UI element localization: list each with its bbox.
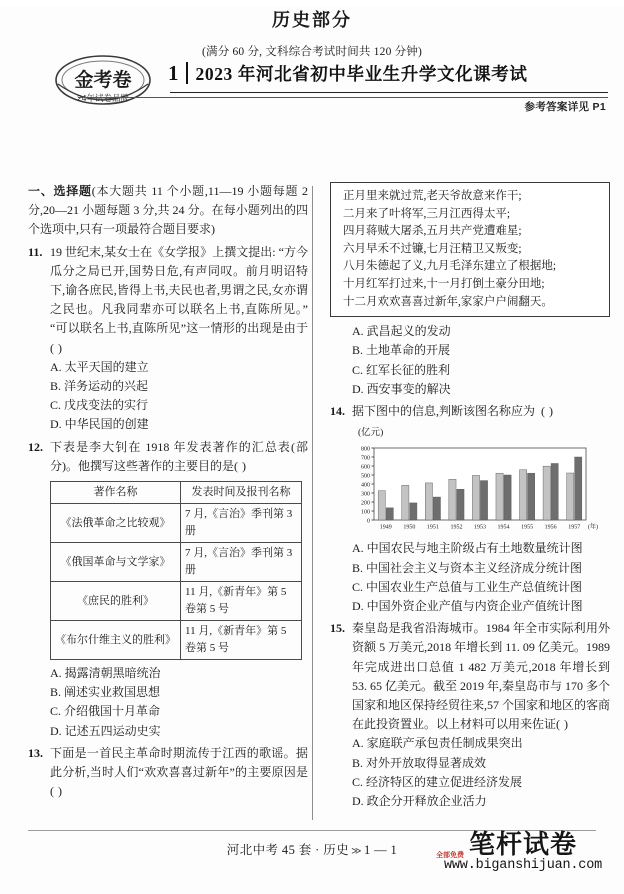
- footer-page-number: 1 — 1: [363, 843, 398, 857]
- question-stem: [352, 402, 610, 421]
- question-stem: [50, 438, 308, 476]
- watermark-tag: 全部免费: [436, 852, 464, 859]
- option-14-b[interactable]: B. 中国社会主义与资本主义经济成分统计图: [352, 560, 583, 575]
- cell-work-name: 《庶民的胜利》: [51, 582, 181, 621]
- question-stem: [50, 744, 308, 802]
- chart-unit-label: (亿元): [358, 428, 384, 439]
- question-stem-text: 下面是一首民主革命时期流传于江西的歌谣。据此分析,当时人们“欢欢喜喜过新年”的主要原因是: [50, 745, 308, 780]
- question-stem: [50, 243, 308, 358]
- exam-page: [0, 6, 624, 894]
- svg-text:600: 600: [361, 464, 370, 471]
- question-number: 11.: [28, 244, 43, 259]
- svg-text:1950: 1950: [403, 524, 416, 531]
- svg-text:24年试卷品牌: 24年试卷品牌: [77, 93, 129, 103]
- section-label: 一、选择题: [28, 184, 92, 198]
- option-11-d[interactable]: D. 中华民国的创建: [50, 417, 149, 432]
- table-header-publication: 发表时间及报刊名称: [181, 482, 302, 504]
- table-header-work-name: 著作名称: [51, 482, 181, 504]
- option-11-b[interactable]: B. 洋务运动的兴起: [50, 379, 149, 394]
- question-number: 12.: [28, 439, 43, 454]
- watermark: [430, 832, 616, 878]
- svg-text:800: 800: [361, 446, 370, 453]
- works-table-wrap: [28, 481, 308, 660]
- question-number: 14.: [330, 403, 345, 418]
- question-11: [28, 243, 308, 358]
- option-15-c[interactable]: C. 经济特区的建立促进经济发展: [352, 774, 523, 789]
- answer-bracket: ( ): [50, 340, 63, 355]
- page-footer: [0, 830, 624, 880]
- page-header: [0, 6, 624, 118]
- option-13-a[interactable]: A. 武昌起义的发动: [352, 324, 451, 339]
- option-12-a[interactable]: A. 揭露清朝黑暗统治: [50, 666, 161, 681]
- left-column: [28, 182, 308, 801]
- poem-line: 四月蒋贼大屠杀,五月共产党遭难星;: [343, 225, 522, 238]
- svg-text:1949: 1949: [379, 524, 392, 531]
- poem-line: 十二月欢欢喜喜过新年,家家户户闹翻天。: [343, 295, 553, 308]
- poem-line: 十月红军打过来,十一月打倒土豪分田地;: [343, 277, 545, 290]
- section-heading: [28, 182, 308, 240]
- table-row: [51, 504, 302, 543]
- answer-bracket: ( ): [541, 403, 554, 418]
- question-stem-text: 19 世纪末,某女士在《女学报》上撰文提出: “方今瓜分之局已开,国势日危,有声同叹。前月明诏特下,谕各庶民,皆得上书,夫民也者,男谓之民,女亦谓之民也。凡我同辈亦可以联名上书,直陈所见。” “可以联名上书,直陈所见”这一情形的出现是由于: [50, 244, 308, 336]
- exam-meta: (满分 60 分, 文科综合考试时间共 120 分钟): [201, 46, 423, 58]
- question-number: 15.: [330, 621, 345, 636]
- question-stem: [352, 619, 610, 734]
- svg-text:100: 100: [361, 509, 370, 516]
- question-stem-text: 据下图中的信息,判断该图名称应为: [352, 403, 536, 418]
- option-14-d[interactable]: D. 中国外资企业产值与内资企业产值统计图: [352, 598, 583, 613]
- option-11-a[interactable]: A. 太平天国的建立: [50, 359, 149, 374]
- option-12-b[interactable]: B. 阐述实业救国思想: [50, 685, 161, 700]
- question-12: [28, 438, 308, 476]
- chevron-right-icon: ≫: [351, 846, 362, 857]
- bar-chart: [344, 424, 602, 536]
- cell-publication: 7 月,《言治》季刊第 3 册: [181, 543, 302, 582]
- question-14: [330, 402, 610, 421]
- paper-number: 1: [168, 61, 179, 85]
- option-15-b[interactable]: B. 对外开放取得显著成效: [352, 755, 487, 770]
- footer-book-title: 河北中考 45 套 · 历史: [226, 843, 350, 857]
- poem-line: 二月来了叶将军,三月江西得太平;: [343, 207, 511, 220]
- option-12-c[interactable]: C. 介绍俄国十月革命: [50, 704, 161, 719]
- option-15-a[interactable]: A. 家庭联产承包责任制成果突出: [352, 736, 523, 751]
- table-row: [51, 582, 302, 621]
- subject-title: 历史部分: [272, 10, 352, 30]
- jinkaojuan-logo: [44, 50, 162, 112]
- option-11-c[interactable]: C. 戊戌变法的实行: [50, 398, 149, 413]
- question-13: [28, 744, 308, 802]
- column-divider: [312, 186, 313, 820]
- header-rule-top: [170, 92, 608, 93]
- table-row: [51, 543, 302, 582]
- poem-line: 正月里来就过荒,老天爷故意来作干;: [343, 190, 522, 202]
- section-instructions: (本大题共 11 个小题,11—19 小题每题 2 分,20—21 小题每题 3 分,共 24 分。在每小题列出的四个选项中,只有一项最符合题目要求): [28, 184, 308, 237]
- cell-work-name: 《俄国革命与文学家》: [51, 543, 181, 582]
- option-12-d[interactable]: D. 记述五四运动史实: [50, 723, 161, 738]
- chart-canvas: [344, 444, 602, 536]
- table-row: [51, 621, 302, 660]
- answer-bracket: ( ): [556, 717, 569, 732]
- svg-text:400: 400: [361, 482, 370, 489]
- option-14-a[interactable]: A. 中国农民与地主阶级占有土地数量统计图: [352, 541, 583, 556]
- watermark-url: www.biganshijuan.com: [443, 858, 603, 873]
- answer-bracket: ( ): [234, 458, 247, 473]
- poem-box: [330, 182, 610, 317]
- option-15-d[interactable]: D. 政企分开释放企业活力: [352, 794, 487, 809]
- cell-publication: 11 月,《新青年》第 5 卷第 5 号: [181, 621, 302, 660]
- title-separator: [186, 62, 188, 84]
- svg-text:(年): (年): [588, 524, 598, 531]
- answer-reference: 参考答案详见 P1: [524, 101, 606, 113]
- svg-text:500: 500: [361, 473, 370, 480]
- header-title-bar: [168, 62, 608, 84]
- poem-line: 八月朱德起了义,九月毛泽东建立了根据地;: [343, 260, 557, 273]
- svg-text:0: 0: [367, 518, 370, 525]
- page-title: 2023 年河北省初中毕业生升学文化课考试: [195, 63, 528, 84]
- svg-text:1952: 1952: [450, 524, 463, 531]
- cell-publication: 7 月,《言治》季刊第 3 册: [181, 504, 302, 543]
- question-stem-text: 下表是李大钊在 1918 年发表著作的汇总表(部分)。他撰写这些著作的主要目的是: [50, 439, 308, 473]
- works-table: [50, 481, 302, 660]
- svg-text:1957: 1957: [568, 524, 581, 531]
- option-13-c[interactable]: C. 红军长征的胜利: [352, 362, 451, 377]
- svg-text:1955: 1955: [521, 524, 534, 531]
- option-13-d[interactable]: D. 西安事变的解决: [352, 381, 451, 396]
- svg-text:1954: 1954: [497, 524, 510, 531]
- cell-work-name: 《法俄革命之比较观》: [51, 504, 181, 543]
- option-13-b[interactable]: B. 土地革命的开展: [352, 343, 451, 358]
- option-14-c[interactable]: C. 中国农业生产总值与工业生产总值统计图: [352, 579, 583, 594]
- svg-text:700: 700: [361, 455, 370, 462]
- question-number: 13.: [28, 745, 43, 760]
- content-columns: [0, 182, 624, 832]
- question-15: [330, 619, 610, 734]
- svg-text:1956: 1956: [544, 524, 557, 531]
- svg-text:金考卷: 金考卷: [74, 70, 132, 91]
- svg-text:1953: 1953: [474, 524, 486, 531]
- svg-text:300: 300: [361, 491, 370, 498]
- svg-text:200: 200: [361, 500, 370, 507]
- cell-publication: 11 月,《新青年》第 5 卷第 5 号: [181, 582, 302, 621]
- table-header-row: [51, 482, 302, 504]
- header-rule-bottom: [78, 97, 608, 98]
- svg-text:1951: 1951: [426, 524, 439, 531]
- question-stem-text: 秦皇岛是我省沿海城市。1984 年全市实际利用外资额 5 万美元,2018 年增长到 11. 09 亿美元。1989 年完成进出口总值 1 482 万美元,2018 年增长到 53. 65 亿美元。截至 2019 年,秦皇岛市与 170 多个国家和地区保持经贸往来,57 个国家和地区的客商在此投资置业。以上材料可以用来佐证: [352, 621, 611, 732]
- poem-line: 六月早禾不过镰,七月汪精卫又叛变;: [343, 242, 522, 255]
- answer-bracket: ( ): [50, 784, 63, 799]
- right-column: [330, 182, 610, 811]
- watermark-brand: 笔杆试卷: [468, 830, 577, 859]
- cell-work-name: 《布尔什维主义的胜利》: [51, 621, 181, 660]
